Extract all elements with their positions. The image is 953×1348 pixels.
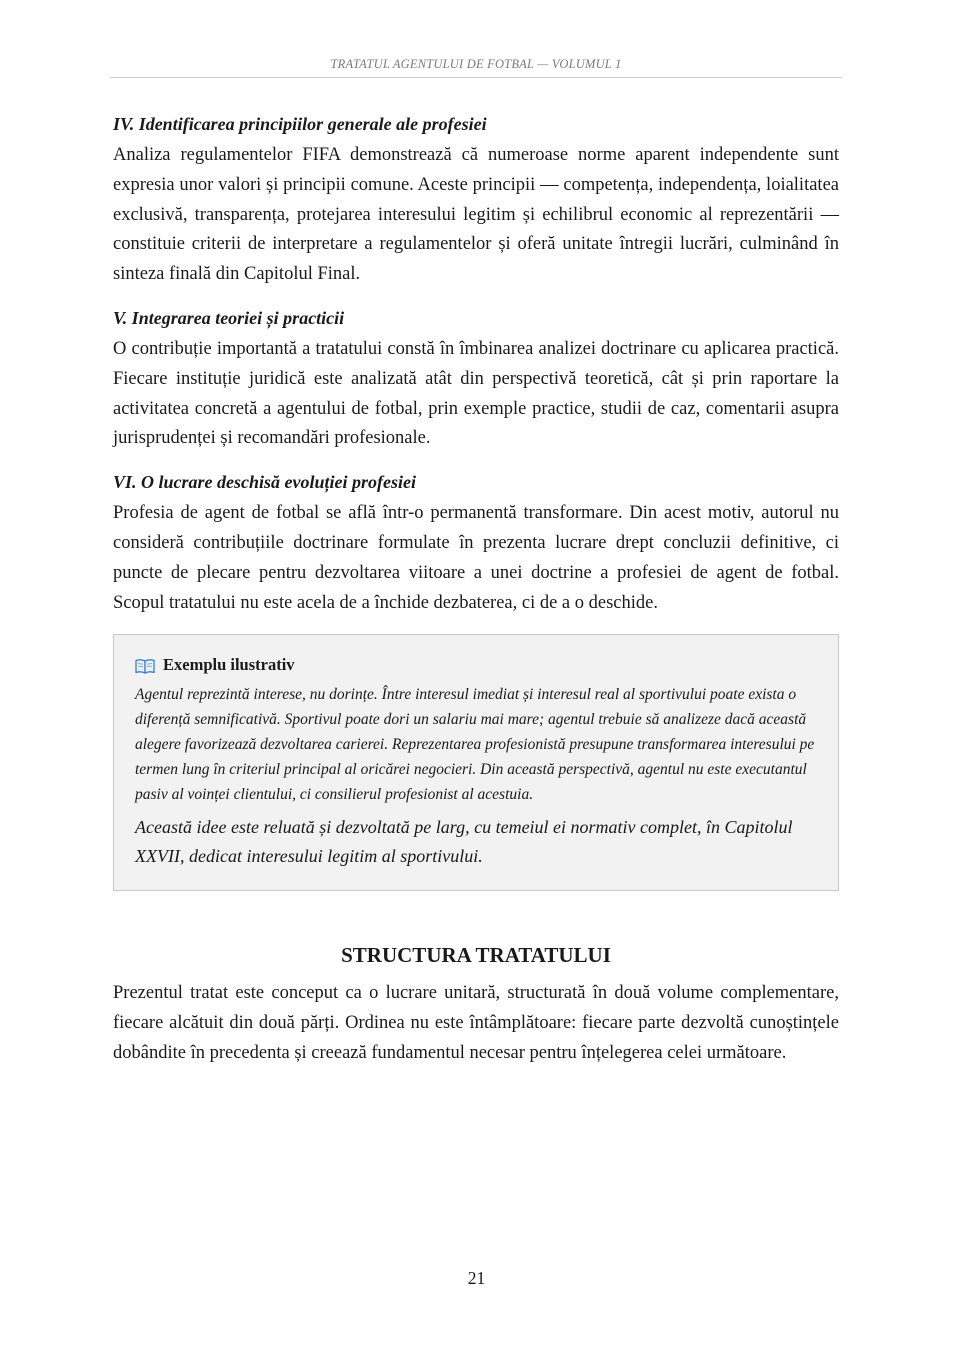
section-iv <box>113 112 839 290</box>
section-heading: IV. Identificarea principiilor generale ale profesiei <box>113 114 487 134</box>
example-reference-paragraph: Această idee este reluată și dezvoltată pe larg, cu temeiul ei normativ complet, în Capitolul XXVII, dedicat interesului legitim al sportivului. <box>135 817 793 866</box>
section-v <box>113 306 839 454</box>
header-divider <box>110 77 842 78</box>
example-title-row <box>135 653 816 677</box>
example-paragraph: Agentul reprezintă interese, nu dorințe. Între interesul imediat și interesul real al sportivului poate exista o diferență semnificativă. Sportivul poate dori un salariu mai mare; agentul trebuie să analizeze dacă această alegere favorizează dezvoltarea carierei. Reprezentarea profesionistă presupune transformarea interesului pe termen lung în criteriul principal al oricărei negocieri. Din această perspectivă, agentul nu este executantul pasiv al voinței clientului, ci consilierul profesionist al acestuia. <box>135 686 815 803</box>
section-paragraph: Analiza regulamentelor FIFA demonstrează că numeroase norme aparent independente sunt expresia unor valori și principii comune. Aceste principii — competența, independența, loialitatea exclusivă, transparența, protejarea interesului legitim și echilibrul economic al reprezentării — constituie criterii de interpretare a regulamentelor și oferă unitate întregii lucrări, culminând în sinteza finală din Capitolul Final. <box>113 145 839 285</box>
structure-paragraph: Prezentul tratat este conceput ca o lucrare unitară, structurată în două volume complementare, fiecare alcătuit din două părți. Ordinea nu este întâmplătoare: fiecare parte dezvoltă cunoștințele dobândite în precedenta și creează fundamentul necesar pentru înțelegerea celei următoare. <box>113 983 839 1063</box>
section-paragraph: Profesia de agent de fotbal se află într-o permanentă transformare. Din acest motiv, autorul nu consideră contribuțiile doctrinare formulate în prezenta lucrare drept concluzii definitive, ci puncte de plecare pentru dezvoltarea viitoare a unei doctrine a profesiei de agent de fotbal. Scopul tratatului nu este acela de a închide dezbaterea, ci de a o deschide. <box>113 503 839 613</box>
page-content <box>113 112 839 1069</box>
structure-heading: STRUCTURA TRATATULUI <box>341 943 611 968</box>
page-number: 21 <box>467 1268 486 1288</box>
section-heading: VI. O lucrare deschisă evoluției profesiei <box>113 472 416 493</box>
example-title: Exemplu ilustrativ <box>163 655 295 675</box>
example-callout-box <box>113 634 839 891</box>
section-paragraph: O contribuție importantă a tratatului constă în îmbinarea analizei doctrinare cu aplicarea practică. Fiecare instituție juridică este analizată atât din perspectivă teoretică, cât și prin raportare la activitatea concretă a agentului de fotbal, prin exemple practice, studii de caz, comentarii asupra jurisprudenței și recomandări profesionale. <box>113 338 839 449</box>
running-header: TRATATUL AGENTULUI DE FOTBAL — VOLUMUL 1 <box>330 57 622 71</box>
section-heading: V. Integrarea teoriei și practicii <box>113 307 345 328</box>
section-vi <box>113 470 839 618</box>
book-icon <box>135 657 155 673</box>
